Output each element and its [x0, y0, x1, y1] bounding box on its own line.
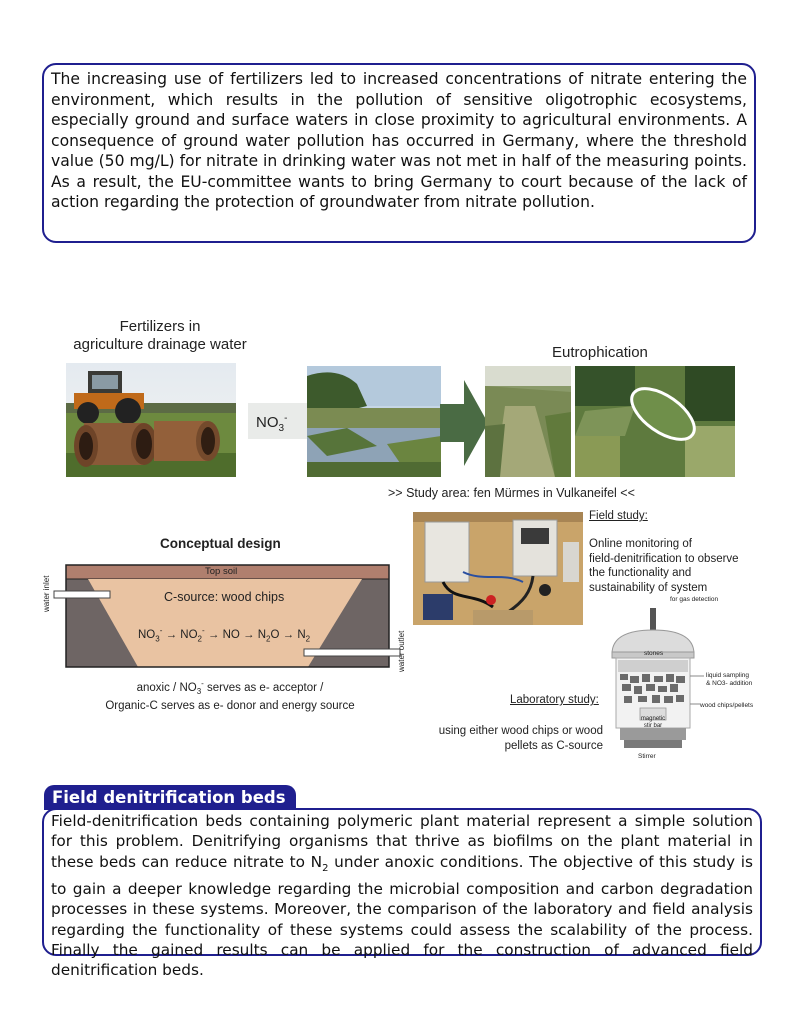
stir-bar-label: [638, 716, 668, 730]
section-text-part2: under anoxic conditions. The objective of this study is to gain a deeper knowledge regarding the microbial composition and carbon degradation processes in these systems. Moreover, the comparison of the laboratory and field analysis regarding the functionality of these systems could assess the scalability of the process. Finally the gained results can be applied for the construction of advanced field denitrification beds.: [51, 852, 753, 980]
section-text-part1: Field-denitrification beds containing polymeric plant material represent a simple solution for this problem. Denitrifying organisms that thrive as biofilms on the plant material in these beds can reduce nitrate to N: [51, 812, 753, 871]
anoxic-line1: anoxic / $NO_3^-$ serves as e- acceptor /: [136, 679, 324, 697]
gas-detection-label: for gas detection: [670, 596, 719, 603]
fertilizers-label-line2: agriculture drainage water: [73, 336, 247, 353]
lab-study-line1: using either wood chips or wood: [438, 725, 603, 737]
drainage-pipes-photo: [66, 363, 236, 477]
wood-chips-label: wood chips/pellets: [700, 702, 754, 709]
chain-arrow-icon: →: [165, 628, 178, 641]
aerial-photo: [575, 366, 735, 477]
liquid-sampling-line2: & NO3- addition: [706, 679, 753, 687]
denitrification-chain: [138, 626, 310, 643]
nitrate-label: $NO_3^-$: [256, 413, 288, 434]
field-study-line2: field-denitrification to observe: [589, 552, 739, 565]
chain-arrow-icon: →: [207, 628, 220, 641]
chain-arrow-icon: →: [282, 628, 295, 641]
lab-study-title: Laboratory study:: [510, 694, 599, 706]
water-inlet-label: water inlet: [42, 575, 51, 612]
anoxic-line2: Organic-C serves as e- donor and energy source: [105, 700, 355, 713]
section-heading: Field denitrification beds: [44, 785, 296, 810]
eutrophication-arrow: [440, 380, 488, 466]
top-soil-label: Top soil: [205, 566, 238, 577]
intro-text-box: [42, 63, 756, 243]
section-text-box: [42, 808, 762, 980]
field-study-text: [589, 537, 739, 595]
eutrophication-label: Eutrophication: [552, 344, 648, 361]
lab-study-line2: pellets as C-source: [504, 740, 603, 752]
stir-bar-line1: magnetic: [640, 716, 666, 722]
wetland-photo: [307, 366, 441, 477]
lab-study-text: [418, 724, 603, 754]
study-area-label: >> Study area: fen Mürmes in Vulkaneifel <<: [388, 486, 635, 500]
fertilizers-label: [60, 318, 260, 354]
section-paragraph: [51, 811, 753, 980]
field-study-title: Field study:: [589, 510, 648, 522]
field-study-line1: Online monitoring of: [589, 538, 692, 550]
chain-no: NO: [222, 628, 240, 641]
liquid-sampling-label: [706, 672, 752, 687]
chain-no2: $NO_2^-$: [180, 626, 205, 644]
field-study-line3: the functionality and: [589, 567, 692, 579]
field-study-line4: sustainability of system: [589, 581, 708, 594]
stones-label: stones: [644, 650, 664, 657]
anoxic-caption: [80, 676, 380, 714]
water-outlet-label: water outlet: [397, 630, 406, 672]
overgrown-ditch-photo: [485, 366, 571, 477]
stirrer-label: Stirrer: [638, 753, 656, 760]
intro-paragraph: The increasing use of fertilizers led to increased concentrations of nitrate entering the environment, which results in the pollution of sensitive oligotrophic ecosystems, especially ground and surface waters in close proximity to agricultural environments. A consequence of ground water pollution has occurred in Germany, where the threshold value (50 mg/L) for nitrate in drinking water was not met in half of the measuring points. As a result, the EU-committee wants to bring Germany to court because of the lack of action regarding the protection of groundwater from nitrate pollution.: [51, 70, 747, 211]
fertilizers-label-line1: Fertilizers in: [119, 318, 201, 335]
field-study-photo: [413, 512, 583, 625]
chain-no3: $NO_3^-$: [138, 626, 163, 644]
conceptual-design-title: Conceptual design: [160, 536, 281, 551]
section-text-subscript: 2: [322, 862, 329, 874]
c-source-label: C-source: wood chips: [164, 590, 285, 604]
chain-n2o: $N_2O$: [257, 628, 280, 644]
stir-bar-line2: stir bar: [643, 723, 663, 729]
chain-n2: $N_2$: [297, 628, 311, 644]
chain-arrow-icon: →: [243, 628, 255, 641]
liquid-sampling-line1: liquid sampling: [706, 672, 749, 679]
